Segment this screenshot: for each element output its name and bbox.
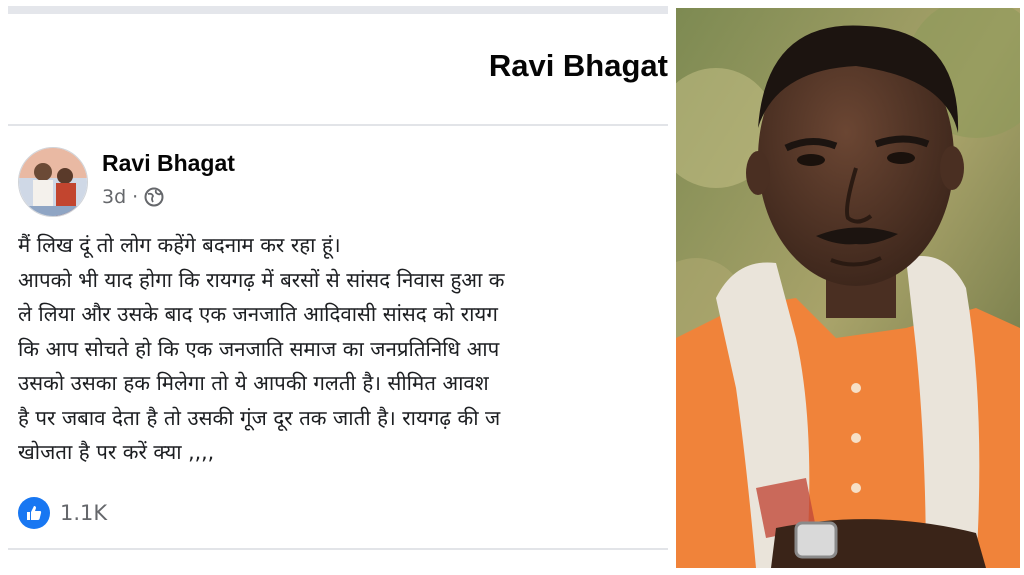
footer-divider bbox=[8, 548, 668, 550]
top-bar bbox=[8, 6, 668, 14]
banner-name: Ravi Bhagat bbox=[488, 48, 668, 83]
portrait-photo bbox=[676, 8, 1020, 568]
post-text bbox=[18, 228, 668, 470]
header-divider bbox=[8, 124, 668, 126]
meta-separator: · bbox=[132, 186, 139, 208]
post-line: है पर जबाव देता है तो उसकी गूंज दूर तक जाती है। रायगढ़ की ज bbox=[18, 405, 501, 430]
post-meta bbox=[102, 186, 164, 208]
globe-icon bbox=[144, 187, 164, 207]
like-count: 1.1K bbox=[60, 501, 108, 525]
post-line: मैं लिख दूं तो लोग कहेंगे बदनाम कर रहा हूं। bbox=[18, 233, 341, 257]
post-time[interactable]: 3d bbox=[102, 186, 127, 208]
reaction-summary[interactable] bbox=[18, 497, 107, 529]
post-line: उसको उसका हक मिलेगा तो ये आपकी गलती है। सीमित आवश bbox=[18, 371, 489, 395]
post-author[interactable]: Ravi Bhagat bbox=[102, 150, 235, 176]
post-line: खोजता है पर करें क्या ,,,, bbox=[18, 440, 215, 464]
post-line: आपको भी याद होगा कि रायगढ़ में बरसों से सांसद निवास हुआ क bbox=[18, 267, 505, 292]
like-icon bbox=[18, 497, 50, 529]
post-line: ले लिया और उसके बाद एक जनजाति आदिवासी सांसद को रायग bbox=[18, 302, 498, 326]
avatar[interactable] bbox=[18, 147, 88, 217]
post-line: कि आप सोचते हो कि एक जनजाति समाज का जनप्रतिनिधि आप bbox=[18, 336, 500, 361]
